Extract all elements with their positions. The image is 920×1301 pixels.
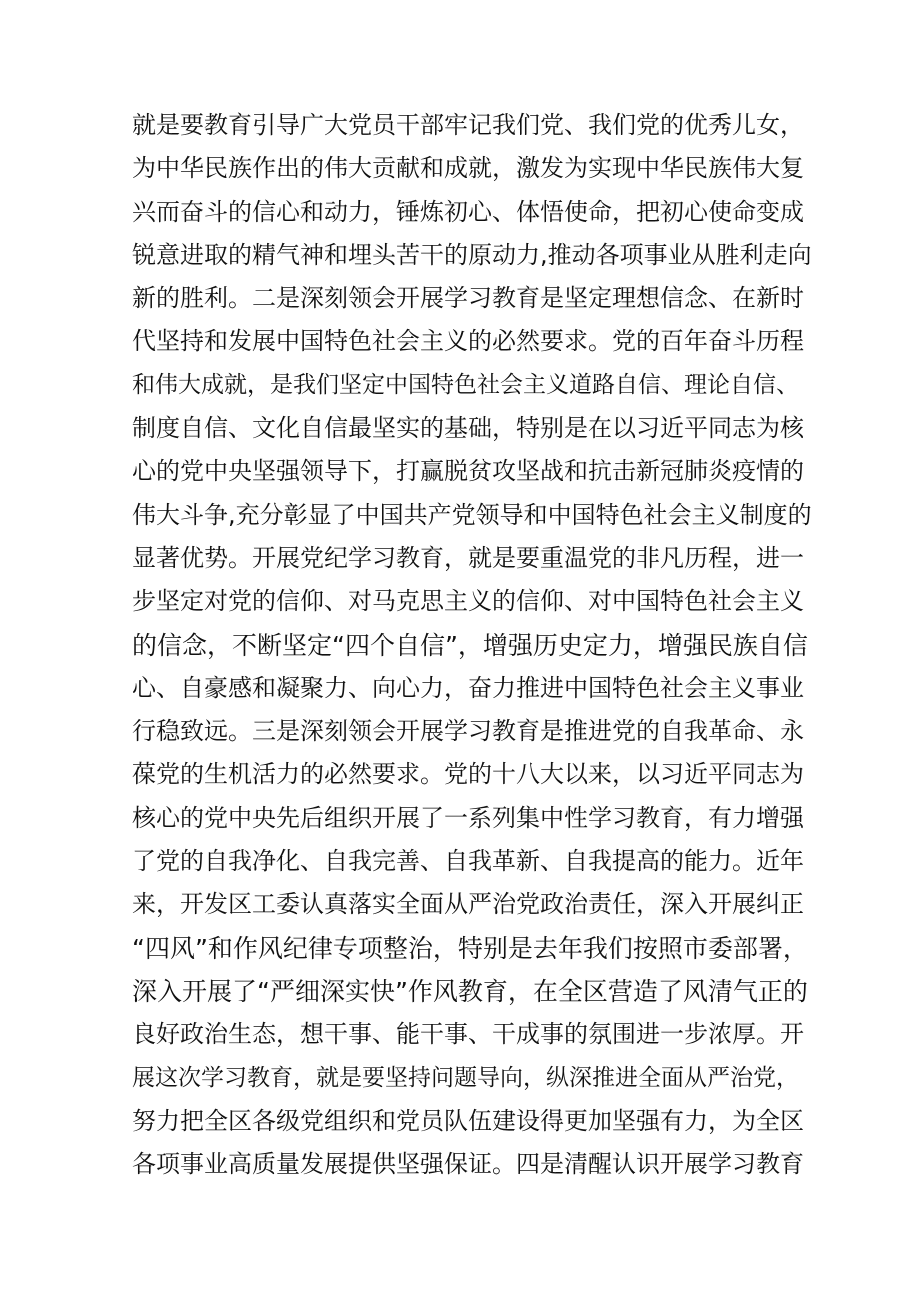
text-line: 了党的自我净化、自我完善、自我革新、自我提高的能力。近年	[132, 847, 804, 876]
text-line: 努力把全区各级党组织和党员队伍建设得更加坚强有力，为全区	[132, 1106, 804, 1135]
body-text	[132, 104, 812, 1186]
text-line: 步坚定对党的信仰、对马克思主义的信仰、对中国特色社会主义	[132, 587, 804, 616]
text-line: 良好政治生态，想干事、能干事、干成事的氛围进一步浓厚。开	[132, 1020, 804, 1049]
text-line: 显著优势。开展党纪学习教育，就是要重温党的非凡历程，进一	[132, 543, 804, 572]
text-line: 制度自信、文化自信最坚实的基础，特别是在以习近平同志为核	[132, 414, 804, 443]
text-line: 代坚持和发展中国特色社会主义的必然要求。党的百年奋斗历程	[132, 327, 804, 356]
text-line: 新的胜利。二是深刻领会开展学习教育是坚定理想信念、在新时	[132, 284, 804, 313]
text-line: 的信念，不断坚定“四个自信”，增强历史定力，增强民族自信	[132, 630, 808, 660]
text-line: 展这次学习教育，就是要坚持问题导向，纵深推进全面从严治党，	[132, 1064, 799, 1091]
text-line: 为中华民族作出的伟大贡献和成就，激发为实现中华民族伟大复	[132, 154, 804, 183]
text-line: 伟大斗争,充分彰显了中国共产党领导和中国特色社会主义制度的	[132, 500, 812, 529]
text-line: 和伟大成就，是我们坚定中国特色社会主义道路自信、理论自信、	[132, 371, 799, 398]
text-line: 兴而奋斗的信心和动力，锤炼初心、体悟使命，把初心使命变成	[132, 197, 804, 226]
text-line: 就是要教育引导广大党员干部牢记我们党、我们党的优秀儿女，	[132, 111, 804, 139]
text-line: 锐意进取的精气神和埋头苦干的原动力,推动各项事业从胜利走向	[132, 240, 812, 269]
text-line: 核心的党中央先后组织开展了一系列集中性学习教育，有力增强	[132, 803, 804, 832]
text-line: 行稳致远。三是深刻领会开展学习教育是推进党的自我革命、永	[132, 717, 804, 746]
text-line: 各项事业高质量发展提供坚强保证。四是清醒认识开展学习教育	[132, 1150, 804, 1179]
text-line: 葆党的生机活力的必然要求。党的十八大以来，以习近平同志为	[132, 760, 804, 789]
text-line: 心的党中央坚强领导下，打赢脱贫攻坚战和抗击新冠肺炎疫情的	[132, 457, 804, 486]
text-line: 来，开发区工委认真落实全面从严治党政治责任，深入开展纠正	[132, 890, 804, 919]
text-line: 深入开展了“严细深实快”作风教育，在全区营造了风清气正的	[132, 976, 808, 1006]
text-line: 心、自豪感和凝聚力、向心力，奋力推进中国特色社会主义事业	[132, 673, 804, 702]
text-line: “四风”和作风纪律专项整治，特别是去年我们按照市委部署，	[132, 933, 808, 963]
